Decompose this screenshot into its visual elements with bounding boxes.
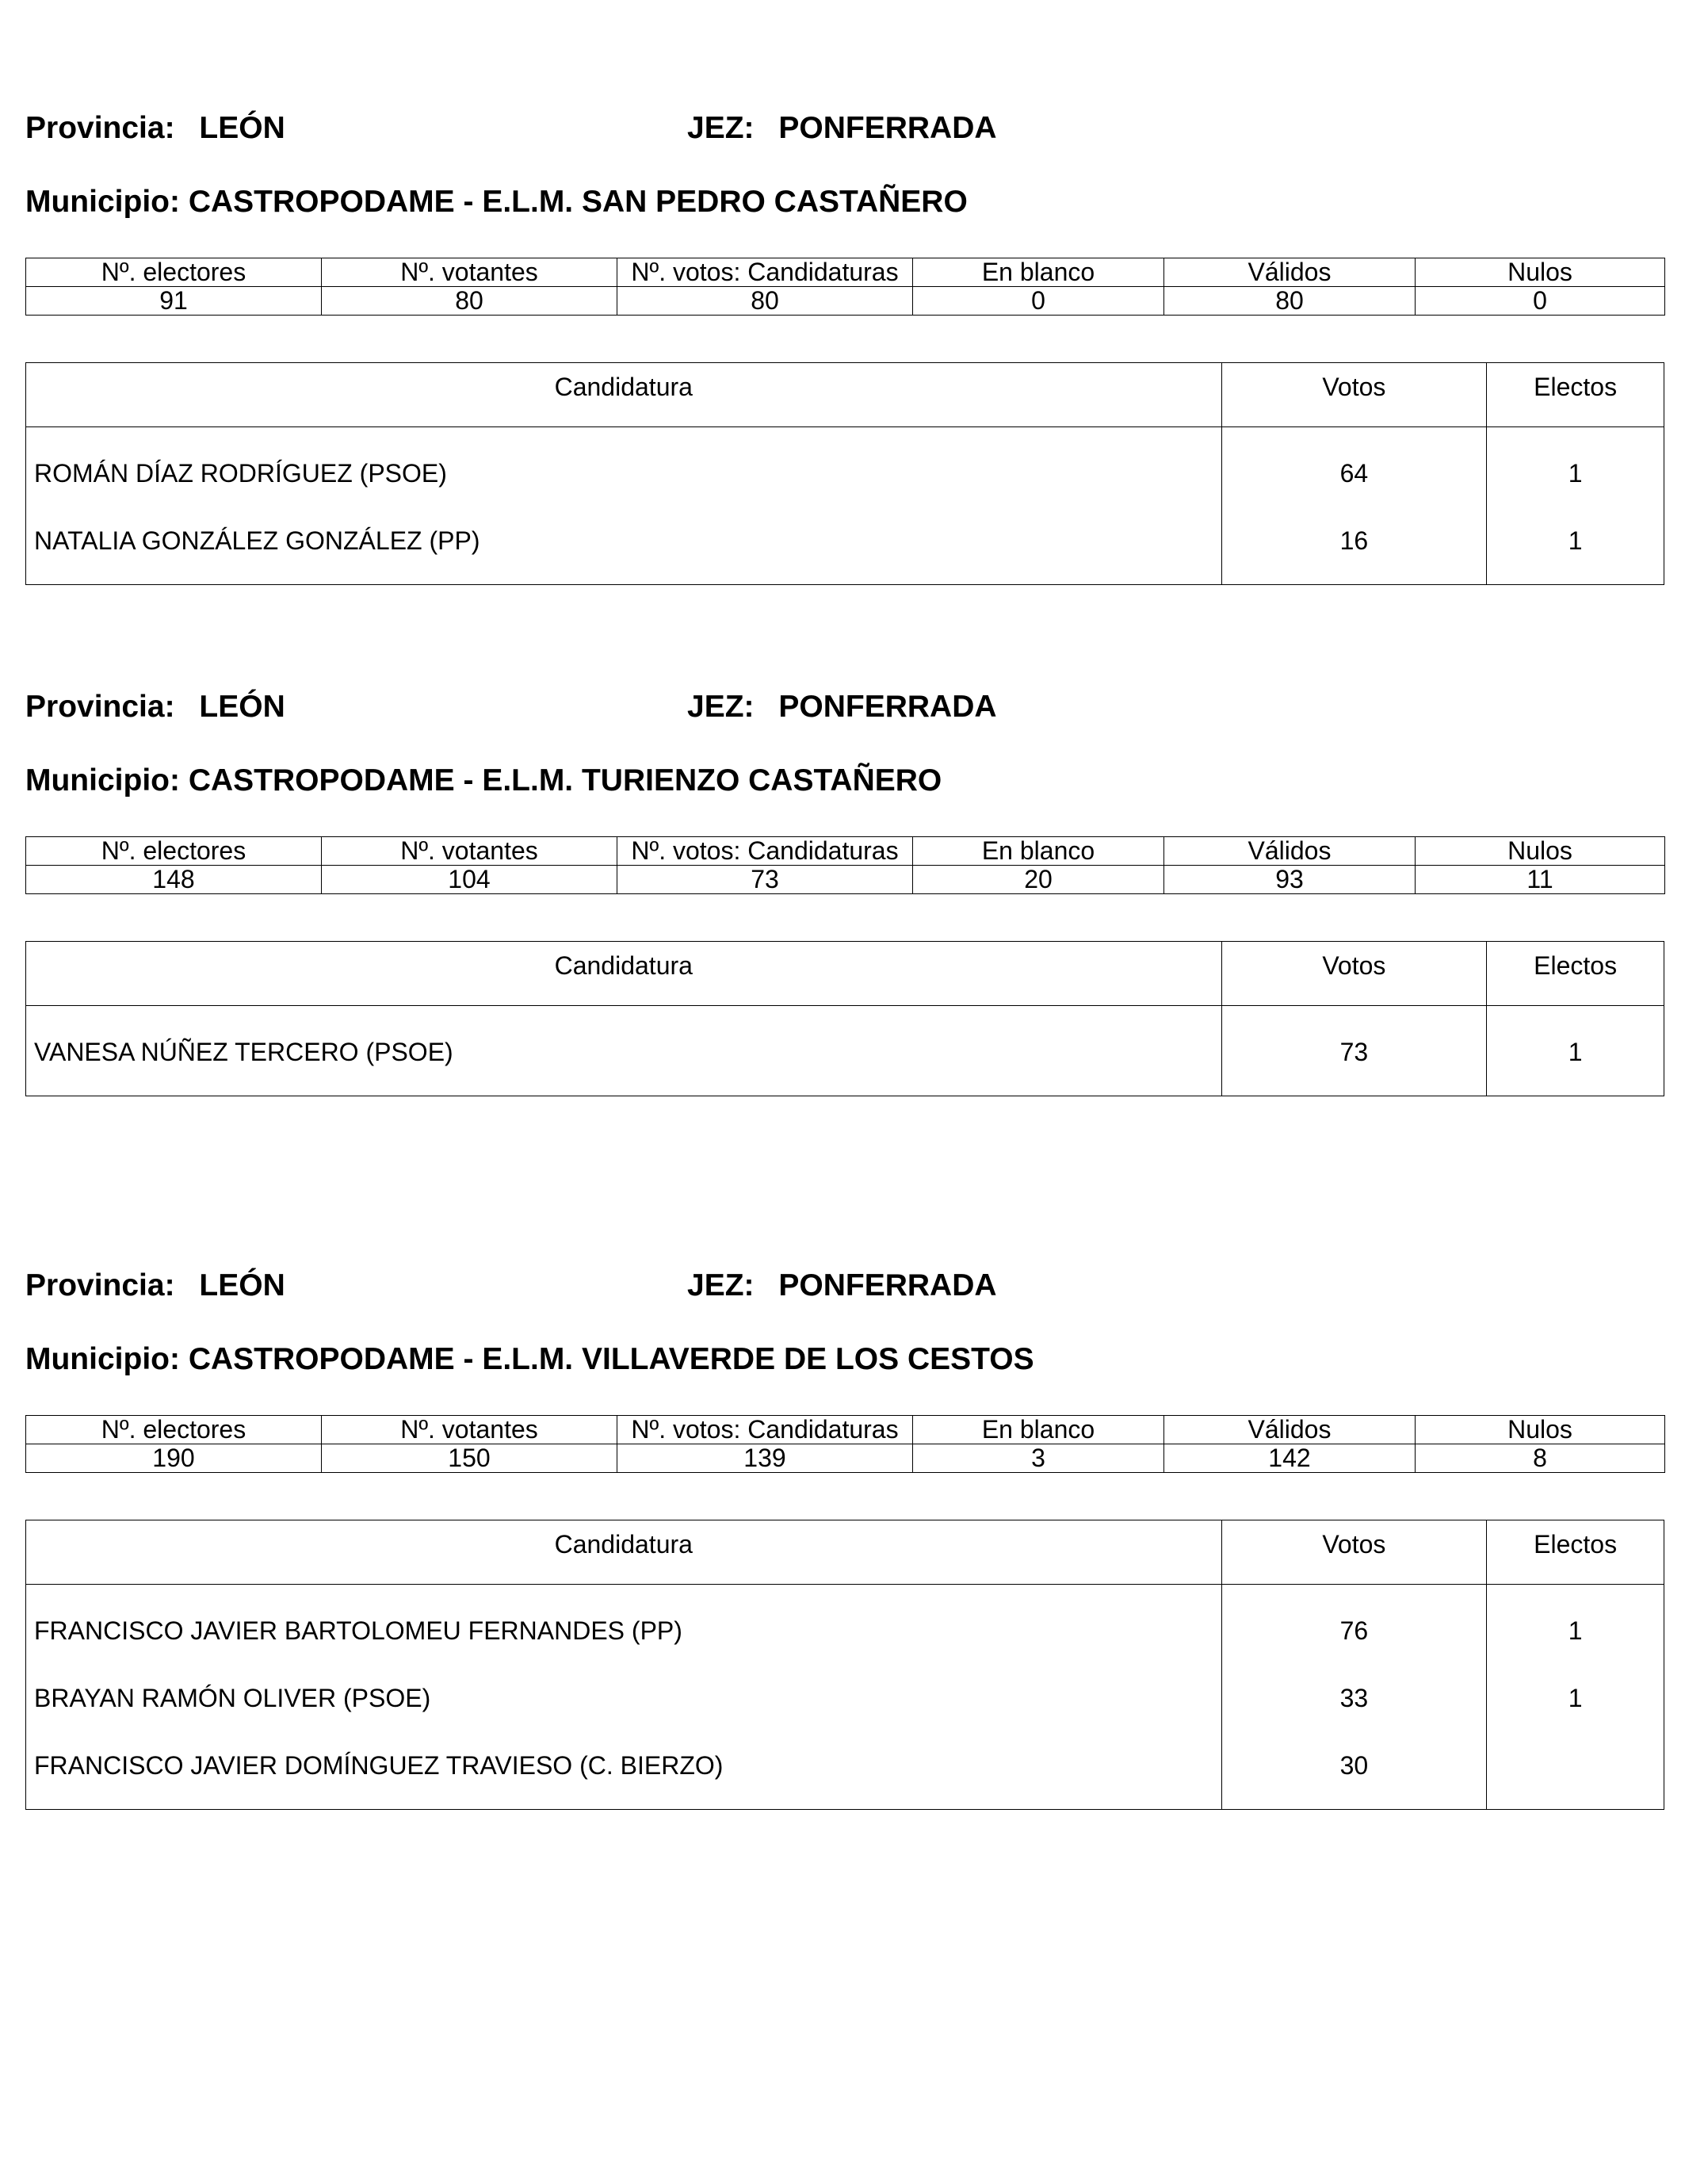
candidate-electos: 1 bbox=[1568, 459, 1583, 488]
stats-header-row bbox=[26, 837, 1665, 866]
stats-header-cell: Nº. votantes bbox=[322, 1416, 617, 1444]
candidate-electos bbox=[1487, 1732, 1664, 1800]
candidate-votes: 76 bbox=[1222, 1597, 1488, 1665]
municipio-value: CASTROPODAME - E.L.M. TURIENZO CASTAÑERO bbox=[188, 763, 942, 797]
provincia-value: LEÓN bbox=[199, 690, 285, 724]
stats-header-cell: Nº. votos: Candidaturas bbox=[617, 837, 913, 866]
candidate-row bbox=[26, 507, 1664, 575]
jez-header bbox=[687, 1268, 997, 1303]
municipio-header bbox=[25, 763, 942, 798]
municipio-label: Municipio: bbox=[25, 185, 180, 219]
electos-header: Electos bbox=[1534, 951, 1618, 980]
candidates-header-row bbox=[26, 942, 1664, 1006]
stats-value-row bbox=[26, 866, 1665, 894]
stats-value-row bbox=[26, 1444, 1665, 1473]
stats-header-row bbox=[26, 1416, 1665, 1444]
candidate-row bbox=[26, 1597, 1664, 1665]
candidates-table bbox=[25, 362, 1664, 585]
votos-header: Votos bbox=[1222, 942, 1488, 1005]
provincia-header bbox=[25, 111, 285, 146]
stats-value-cell: 142 bbox=[1164, 1444, 1416, 1473]
provincia-label: Provincia: bbox=[25, 111, 175, 145]
jez-label: JEZ: bbox=[687, 1268, 755, 1302]
stats-header-cell: En blanco bbox=[913, 258, 1164, 287]
stats-value-cell: 91 bbox=[26, 287, 322, 316]
provincia-value: LEÓN bbox=[199, 111, 285, 145]
municipio-label: Municipio: bbox=[25, 1342, 180, 1376]
stats-value-row bbox=[26, 287, 1665, 316]
provincia-value: LEÓN bbox=[199, 1268, 285, 1302]
candidate-name: VANESA NÚÑEZ TERCERO (PSOE) bbox=[26, 1019, 1222, 1086]
stats-header-cell: Válidos bbox=[1164, 1416, 1416, 1444]
jez-label: JEZ: bbox=[687, 690, 755, 724]
municipio-value: CASTROPODAME - E.L.M. VILLAVERDE DE LOS CESTOS bbox=[188, 1342, 1034, 1376]
municipio-value: CASTROPODAME - E.L.M. SAN PEDRO CASTAÑERO bbox=[188, 185, 968, 219]
stats-value-cell: 0 bbox=[1416, 287, 1665, 316]
candidate-name: FRANCISCO JAVIER DOMÍNGUEZ TRAVIESO (C. BIERZO) bbox=[26, 1732, 1222, 1800]
stats-header-cell: Nº. votantes bbox=[322, 837, 617, 866]
candidates-table bbox=[25, 941, 1664, 1096]
candidate-votes: 16 bbox=[1222, 507, 1488, 575]
stats-table bbox=[25, 1415, 1665, 1473]
stats-value-cell: 0 bbox=[913, 287, 1164, 316]
stats-header-cell: Nº. electores bbox=[26, 1416, 322, 1444]
stats-header-cell: Nº. electores bbox=[26, 258, 322, 287]
stats-header-cell: Nº. votos: Candidaturas bbox=[617, 1416, 913, 1444]
stats-value-cell: 148 bbox=[26, 866, 322, 894]
stats-value-cell: 190 bbox=[26, 1444, 322, 1473]
candidates-header-row bbox=[26, 363, 1664, 427]
provincia-header bbox=[25, 690, 285, 725]
stats-value-cell: 73 bbox=[617, 866, 913, 894]
electos-header: Electos bbox=[1534, 1530, 1618, 1559]
candidate-name: ROMÁN DÍAZ RODRÍGUEZ (PSOE) bbox=[26, 440, 1222, 507]
candidate-electos: 1 bbox=[1568, 1038, 1583, 1066]
candidates-header-row bbox=[26, 1520, 1664, 1585]
candidate-name: BRAYAN RAMÓN OLIVER (PSOE) bbox=[26, 1665, 1222, 1732]
provincia-label: Provincia: bbox=[25, 1268, 175, 1302]
stats-value-cell: 104 bbox=[322, 866, 617, 894]
candidatura-header: Candidatura bbox=[26, 1520, 1222, 1584]
stats-header-cell: Nulos bbox=[1416, 1416, 1665, 1444]
candidate-votes: 64 bbox=[1222, 440, 1488, 507]
candidate-votes: 73 bbox=[1222, 1019, 1488, 1086]
stats-value-cell: 20 bbox=[913, 866, 1164, 894]
stats-header-cell: Válidos bbox=[1164, 258, 1416, 287]
provincia-label: Provincia: bbox=[25, 690, 175, 724]
candidate-electos: 1 bbox=[1568, 1616, 1583, 1645]
candidate-electos: 1 bbox=[1568, 1684, 1583, 1712]
jez-value: PONFERRADA bbox=[778, 1268, 997, 1302]
stats-header-cell: En blanco bbox=[913, 837, 1164, 866]
stats-header-cell: Nº. votos: Candidaturas bbox=[617, 258, 913, 287]
stats-header-cell: Nulos bbox=[1416, 258, 1665, 287]
stats-value-cell: 80 bbox=[322, 287, 617, 316]
votos-header: Votos bbox=[1222, 363, 1488, 426]
municipio-label: Municipio: bbox=[25, 763, 180, 797]
candidate-electos: 1 bbox=[1568, 526, 1583, 555]
stats-header-cell: En blanco bbox=[913, 1416, 1164, 1444]
stats-value-cell: 80 bbox=[617, 287, 913, 316]
candidates-table bbox=[25, 1520, 1664, 1810]
stats-header-cell: Nº. votantes bbox=[322, 258, 617, 287]
provincia-header bbox=[25, 1268, 285, 1303]
stats-header-row bbox=[26, 258, 1665, 287]
candidate-row bbox=[26, 1665, 1664, 1732]
stats-table bbox=[25, 836, 1665, 894]
municipio-header bbox=[25, 1342, 1034, 1377]
jez-label: JEZ: bbox=[687, 111, 755, 145]
stats-value-cell: 139 bbox=[617, 1444, 913, 1473]
jez-header bbox=[687, 690, 997, 725]
candidate-row bbox=[26, 440, 1664, 507]
stats-value-cell: 8 bbox=[1416, 1444, 1665, 1473]
candidate-votes: 30 bbox=[1222, 1732, 1488, 1800]
stats-header-cell: Nº. electores bbox=[26, 837, 322, 866]
votos-header: Votos bbox=[1222, 1520, 1488, 1584]
municipio-header bbox=[25, 185, 968, 220]
stats-value-cell: 11 bbox=[1416, 866, 1665, 894]
candidate-name: NATALIA GONZÁLEZ GONZÁLEZ (PP) bbox=[26, 507, 1222, 575]
stats-value-cell: 3 bbox=[913, 1444, 1164, 1473]
stats-value-cell: 150 bbox=[322, 1444, 617, 1473]
jez-header bbox=[687, 111, 997, 146]
candidatura-header: Candidatura bbox=[26, 363, 1222, 426]
stats-header-cell: Válidos bbox=[1164, 837, 1416, 866]
candidate-name: FRANCISCO JAVIER BARTOLOMEU FERNANDES (PP) bbox=[26, 1597, 1222, 1665]
candidate-votes: 33 bbox=[1222, 1665, 1488, 1732]
stats-header-cell: Nulos bbox=[1416, 837, 1665, 866]
stats-value-cell: 80 bbox=[1164, 287, 1416, 316]
jez-value: PONFERRADA bbox=[778, 690, 997, 724]
candidate-row bbox=[26, 1732, 1664, 1800]
candidate-row bbox=[26, 1019, 1664, 1086]
electos-header: Electos bbox=[1534, 373, 1618, 401]
candidatura-header: Candidatura bbox=[26, 942, 1222, 1005]
stats-value-cell: 93 bbox=[1164, 866, 1416, 894]
jez-value: PONFERRADA bbox=[778, 111, 997, 145]
stats-table bbox=[25, 258, 1665, 316]
